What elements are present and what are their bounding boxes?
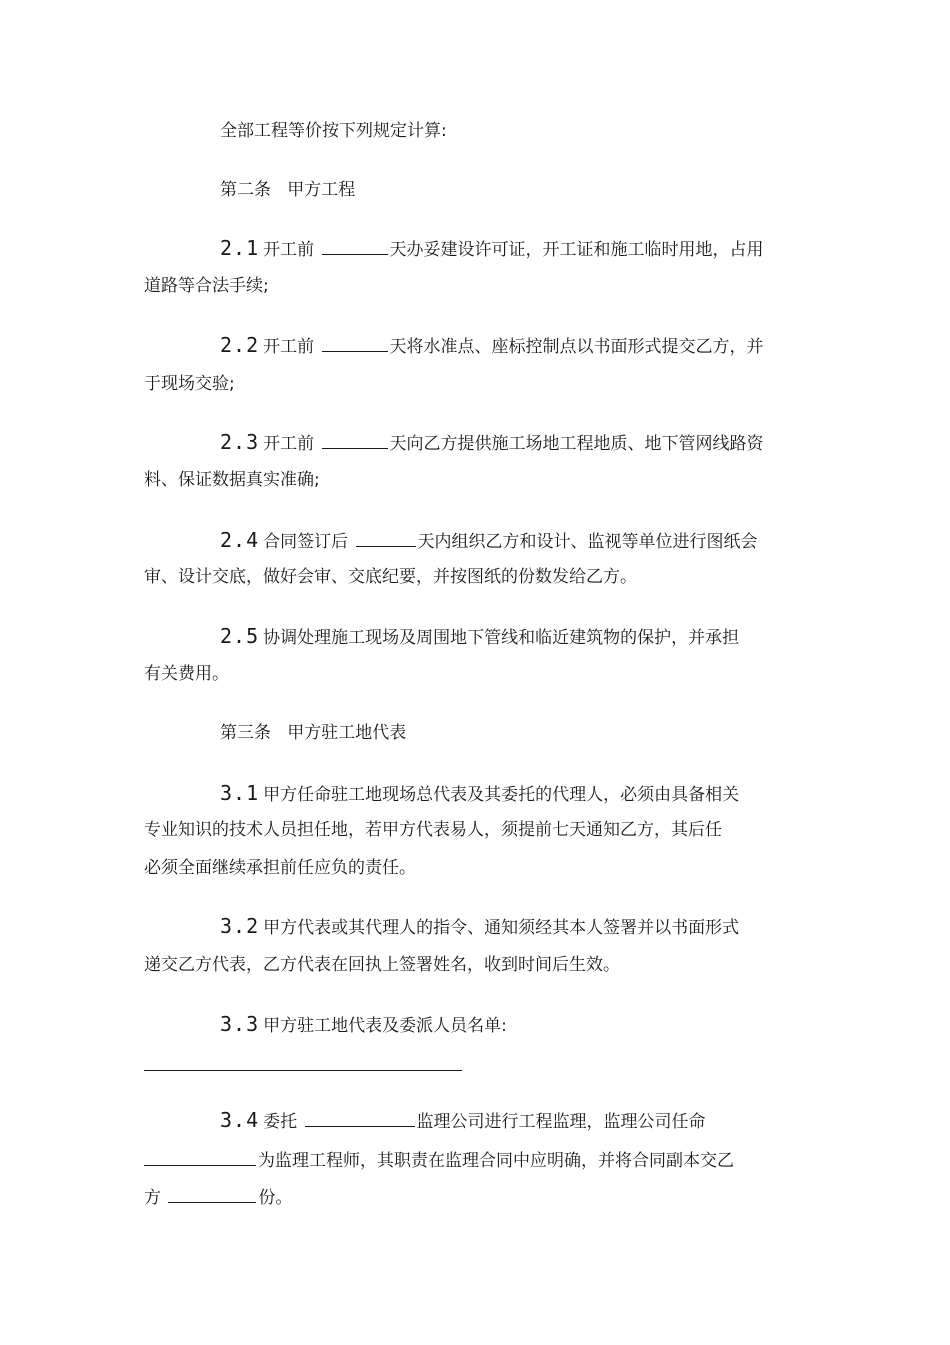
clause-3-4 <box>220 1108 706 1134</box>
clause-text: 必须全面继续承担前任应负的责任。 <box>144 858 416 878</box>
clause-number: 2.2 <box>220 333 260 357</box>
clause-3-1 <box>220 781 739 807</box>
clause-number: 2.4 <box>220 528 260 552</box>
clause-2-2 <box>220 333 764 359</box>
clause-text: 方 <box>144 1188 161 1208</box>
clause-text: 天将水准点、座标控制点以书面形式提交乙方，并 <box>389 337 764 357</box>
clause-text: 甲方驻工地代表及委派人员名单: <box>263 1016 507 1036</box>
clause-text: 专业知识的技术人员担任地，若甲方代表易人，须提前七天通知乙方，其后任 <box>144 820 722 840</box>
clause-2-2-continuation <box>144 372 235 396</box>
clause-text: 道路等合法手续; <box>144 276 269 296</box>
article-3-heading-text: 第三条 甲方驻工地代表 <box>220 723 407 743</box>
clause-2-5 <box>220 624 739 650</box>
article-2-heading-text: 第二条 甲方工程 <box>220 180 356 200</box>
clause-text: 委托 <box>263 1112 298 1132</box>
clause-text: 天向乙方提供施工场地工程地质、地下管网线路资 <box>389 434 764 454</box>
clause-2-4-continuation <box>144 565 637 589</box>
intro-line <box>220 119 447 143</box>
clause-3-1-continuation-1 <box>144 818 722 842</box>
clause-number: 3.1 <box>220 781 260 805</box>
clause-number: 3.3 <box>220 1012 260 1036</box>
fill-blank[interactable] <box>356 529 416 547</box>
clause-3-2-continuation <box>144 953 620 977</box>
clause-3-2 <box>220 914 739 940</box>
clause-2-4 <box>220 528 758 554</box>
fill-blank[interactable] <box>322 334 388 352</box>
clause-number: 2.1 <box>220 236 260 260</box>
article-3-heading <box>220 721 406 745</box>
clause-text: 甲方任命驻工地现场总代表及其委托的代理人，必须由具备相关 <box>263 785 740 805</box>
clause-2-5-continuation <box>144 662 229 686</box>
clause-number: 3.4 <box>220 1108 260 1132</box>
clause-number: 2.5 <box>220 624 260 648</box>
clause-3-3 <box>220 1012 507 1038</box>
clause-2-3 <box>220 430 764 456</box>
clause-2-1 <box>220 236 764 262</box>
clause-3-1-continuation-2 <box>144 856 416 880</box>
intro-text: 全部工程等价按下列规定计算: <box>220 121 447 141</box>
fill-blank[interactable] <box>322 431 388 449</box>
clause-text: 开工前 <box>263 337 315 357</box>
clause-text: 开工前 <box>263 240 315 260</box>
clause-text: 料、保证数据真实准确; <box>144 470 320 490</box>
fill-blank[interactable] <box>168 1185 256 1203</box>
fill-blank[interactable] <box>322 237 388 255</box>
representatives-fill-line[interactable] <box>144 1070 462 1071</box>
clause-3-4-continuation-2 <box>144 1185 292 1210</box>
clause-2-3-continuation <box>144 468 320 492</box>
clause-text: 审、设计交底，做好会审、交底纪要，并按图纸的份数发给乙方。 <box>144 567 637 587</box>
clause-text: 协调处理施工现场及周围地下管线和临近建筑物的保护，并承担 <box>263 628 740 648</box>
clause-number: 3.2 <box>220 914 260 938</box>
article-2-heading <box>220 178 355 202</box>
clause-text: 份。 <box>258 1188 293 1208</box>
clause-text: 为监理工程师，其职责在监理合同中应明确，并将合同副本交乙 <box>258 1151 734 1171</box>
clause-text: 有关费用。 <box>144 664 229 684</box>
clause-text: 合同签订后 <box>263 532 349 552</box>
clause-3-4-continuation-1 <box>144 1148 734 1173</box>
clause-text: 开工前 <box>263 434 315 454</box>
clause-text: 监理公司进行工程监理，监理公司任命 <box>416 1112 706 1132</box>
clause-number: 2.3 <box>220 430 260 454</box>
clause-text: 递交乙方代表，乙方代表在回执上签署姓名，收到时间后生效。 <box>144 955 620 975</box>
fill-blank[interactable] <box>305 1109 415 1127</box>
clause-text: 天办妥建设许可证，开工证和施工临时用地，占用 <box>389 240 764 260</box>
clause-text: 于现场交验; <box>144 374 235 394</box>
clause-2-1-continuation <box>144 274 269 298</box>
clause-text: 天内组织乙方和设计、监视等单位进行图纸会 <box>417 532 758 552</box>
fill-blank[interactable] <box>144 1148 256 1166</box>
clause-text: 甲方代表或其代理人的指令、通知须经其本人签署并以书面形式 <box>263 918 740 938</box>
